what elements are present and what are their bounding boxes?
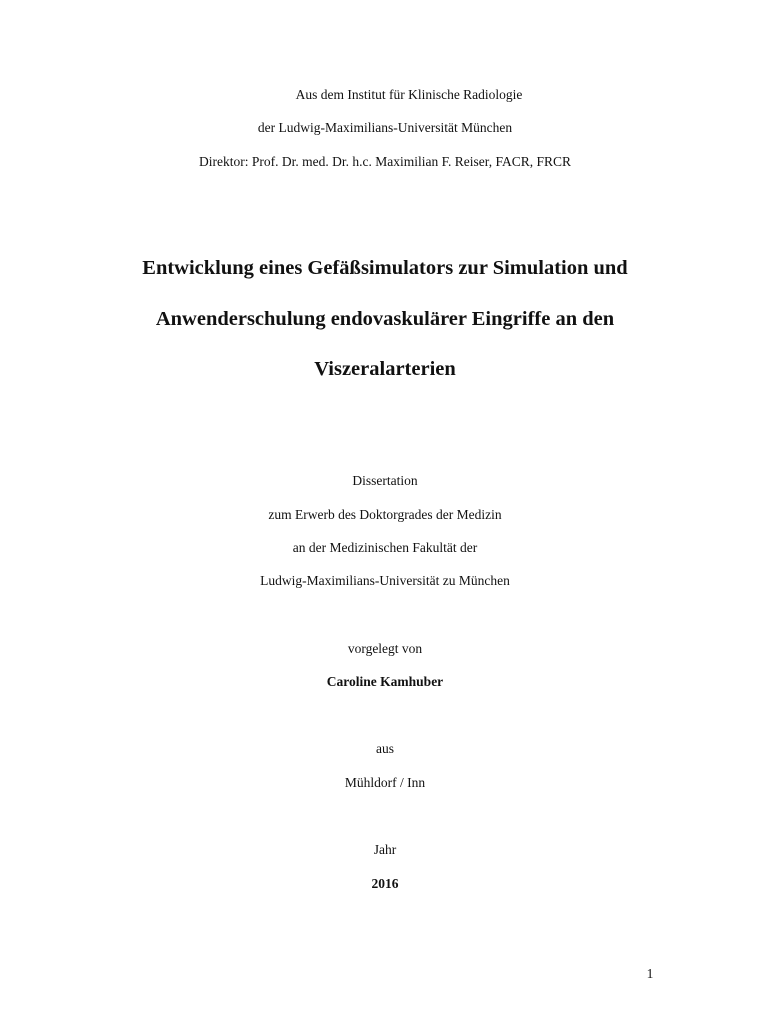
author-name: Caroline Kamhuber <box>326 674 444 689</box>
from-label: aus <box>376 741 394 756</box>
university-line: der Ludwig-Maximilians-Universität München <box>257 120 513 135</box>
dissertation-faculty: an der Medizinischen Fakultät der <box>292 540 478 555</box>
page-number: 1 <box>646 966 654 981</box>
year-value: 2016 <box>371 876 399 891</box>
institute-line: Aus dem Institut für Klinische Radiologie <box>295 87 523 102</box>
title-line-1: Entwicklung eines Gefäßsimulators zur Simulation und <box>142 257 628 279</box>
dissertation-university: Ludwig-Maximilians-Universität zu München <box>260 573 510 588</box>
title-line-2: Anwenderschulung endovaskulärer Eingriffe an den <box>155 308 615 330</box>
dissertation-label: Dissertation <box>352 473 418 488</box>
title-line-3: Viszeralarterien <box>314 358 456 380</box>
year-label: Jahr <box>373 842 397 857</box>
presented-by-label: vorgelegt von <box>347 641 423 656</box>
dissertation-purpose: zum Erwerb des Doktorgrades der Medizin <box>268 507 502 522</box>
director-line: Direktor: Prof. Dr. med. Dr. h.c. Maximilian F. Reiser, FACR, FRCR <box>199 154 571 169</box>
hometown: Mühldorf / Inn <box>344 775 426 790</box>
